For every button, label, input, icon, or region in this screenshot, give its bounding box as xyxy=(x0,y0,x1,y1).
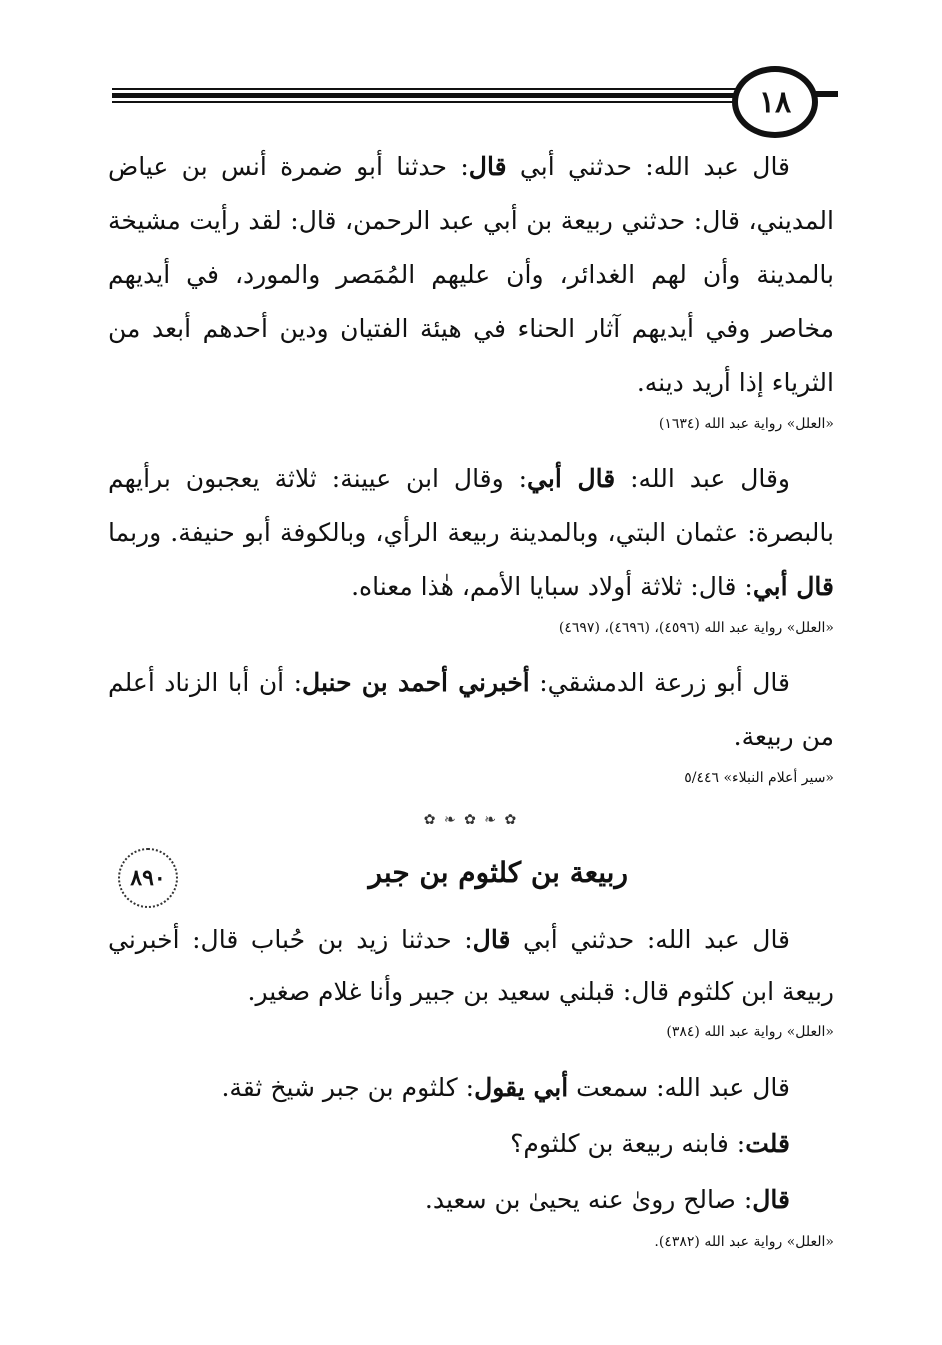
source-citation: «العلل» رواية عبد الله (١٦٣٤) xyxy=(658,416,834,432)
entry-paragraph: قال عبد الله: حدثني أبي قال: حدثنا زيد بن حُباب قال: أخبرني ربيعة ابن كلثوم قال: قبلني سعيد بن جبير وأنا غلام صغير. xyxy=(108,925,834,1006)
quote-line: قلت: فابنه ربيعة بن كلثوم؟ xyxy=(510,1129,790,1158)
entry-title: ربيعة بن كلثوم بن جبر xyxy=(368,856,628,889)
entry-number-badge: ٨٩٠ xyxy=(118,848,178,908)
source-citation: «العلل» رواية عبد الله (٤٣٨٢). xyxy=(654,1234,834,1250)
source-citation: «العلل» رواية عبد الله (٣٨٤) xyxy=(666,1024,834,1040)
header-rule xyxy=(112,88,742,104)
source-citation: «العلل» رواية عبد الله (٤٥٩٦)، (٤٦٩٦)، (٤٦٩٧) xyxy=(558,620,834,636)
quote-line: قال: صالح روىٰ عنه يحيىٰ بن سعيد. xyxy=(424,1185,790,1214)
page-number-badge: ١٨ xyxy=(732,66,818,138)
quote-line: قال عبد الله: سمعت أبي يقول: كلثوم بن جبر شيخ ثقة. xyxy=(221,1073,790,1102)
header-rule-tail xyxy=(816,91,838,97)
entry-heading xyxy=(108,840,834,914)
source-citation: «سير أعلام النبلاء» ٥/٤٤٦ xyxy=(684,770,834,786)
paragraph-2: وقال عبد الله: قال أبي: وقال ابن عيينة: ثلاثة يعجبون برأيهم بالبصرة: عثمان البتي، وبالمدينة ربيعة الرأي، وبالكوفة أبو حنيفة. وربما قال أبي: قال: ثلاثة أولاد سبايا الأمم، هٰذا معناه. xyxy=(108,464,834,601)
page-header xyxy=(112,66,838,146)
paragraph-1: قال عبد الله: حدثني أبي قال: حدثنا أبو ضمرة أنس بن عياض المديني، قال: حدثني ربيعة بن أبي عبد الرحمن، قال: لقد رأيت مشيخة بالمدينة وأن لهم الغدائر، وأن عليهم المُمَصر والمورد، في أيديهم مخاصر وفي أيديهم آثار الحناء في هيئة الفتيان ودين أحدهم أبعد من الثرياء إذا أريد دينه. xyxy=(108,152,834,397)
main-text xyxy=(108,140,834,806)
biography-entry xyxy=(108,840,834,1270)
ornament-divider: ✿ ❧ ✿ ❧ ✿ xyxy=(423,812,519,828)
paragraph-3: قال أبو زرعة الدمشقي: أخبرني أحمد بن حنبل: أن أبا الزناد أعلم من ربيعة. xyxy=(108,668,834,751)
